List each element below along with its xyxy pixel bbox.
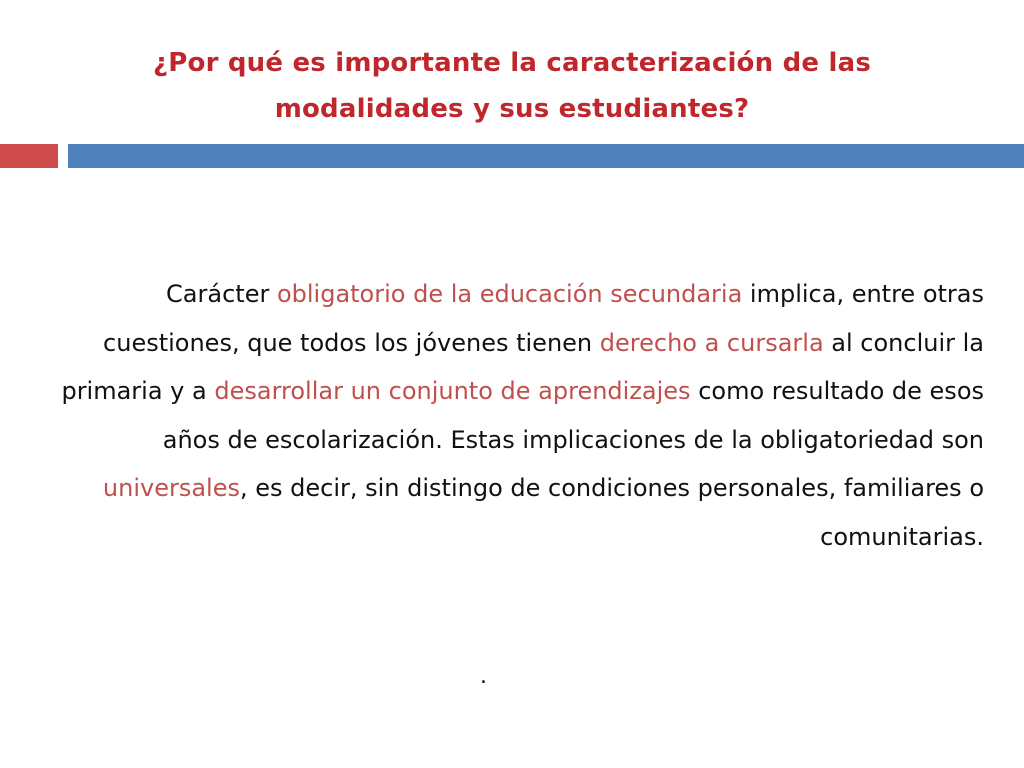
highlight-universales: universales <box>102 474 240 502</box>
body-text-2: implica, entre otras cuestiones, que todos los jóvenes tienen <box>103 280 984 357</box>
highlight-derecho: derecho a cursarla <box>599 328 824 357</box>
body-text-3: al concluir la primaria y a <box>61 328 984 405</box>
body-paragraph <box>40 270 984 561</box>
highlight-desarrollar: desarrollar un conjunto de aprendizajes <box>214 377 691 405</box>
body-text-4: como resultado de esos años de escolarización. Estas implicaciones de la obligatoriedad son <box>162 377 984 454</box>
title-line-1: ¿Por qué es importante la caracterización de las <box>152 48 872 78</box>
highlight-obligatorio: obligatorio de la educación secundaria <box>276 280 743 308</box>
accent-bar-left <box>0 144 58 168</box>
accent-bar-main <box>68 144 1024 168</box>
body-text-1: Carácter <box>166 280 277 308</box>
body-text-5: , es decir, sin distingo de condiciones personales, familiares o comunitarias. <box>239 474 984 551</box>
slide-title <box>40 40 984 132</box>
footer-dot: . <box>480 664 487 689</box>
title-line-2: modalidades y sus estudiantes? <box>274 94 750 124</box>
